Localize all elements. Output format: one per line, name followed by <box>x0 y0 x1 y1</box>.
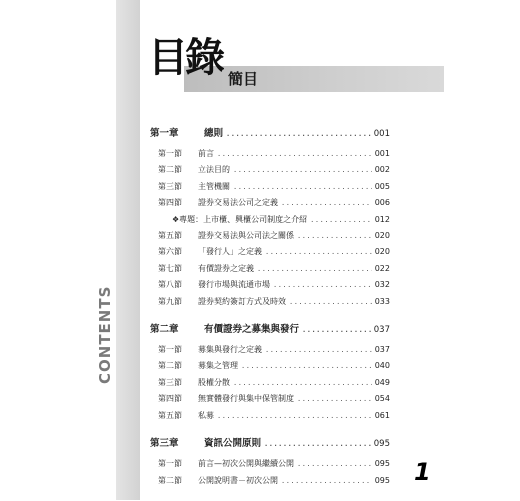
dot-leader <box>281 474 372 489</box>
chapter-page: 037 <box>373 325 390 336</box>
section-title: 證券交易法與公司法之關係 <box>198 231 294 241</box>
dot-leader <box>226 126 371 142</box>
section-row[interactable] <box>150 162 390 178</box>
section-row[interactable] <box>150 473 390 489</box>
section-title: 證券交易法公司之定義 <box>198 198 278 208</box>
section-row[interactable] <box>150 261 390 277</box>
dot-leader <box>217 147 372 162</box>
section-row[interactable] <box>150 228 390 244</box>
table-of-contents <box>150 126 390 501</box>
section-number: 第二節 <box>158 165 182 175</box>
section-title: 證券契約簽訂方式及時效 <box>198 296 286 306</box>
section-row[interactable] <box>150 342 390 358</box>
section-row[interactable] <box>150 375 390 391</box>
contents-side-label: CONTENTS <box>96 285 114 384</box>
section-page: 037 <box>374 345 390 355</box>
dot-leader <box>297 229 372 244</box>
section-title: 立法目的 <box>198 165 230 175</box>
dot-leader <box>233 163 372 178</box>
section-number: 第七節 <box>158 263 182 273</box>
section-number: 第二節 <box>158 361 182 371</box>
dot-leader <box>257 262 372 277</box>
section-row[interactable] <box>150 408 390 424</box>
section-title: 主管機關 <box>198 181 230 191</box>
dot-leader <box>264 436 371 452</box>
chapter-number: 第二章 <box>150 324 179 336</box>
section-title: 「發行人」之定義 <box>198 247 262 257</box>
dot-leader <box>289 295 372 310</box>
section-page: 033 <box>374 296 390 306</box>
special-topic-label: ❖專題： <box>172 214 204 224</box>
section-title: 發行市場與流通市場 <box>198 280 270 290</box>
section-row[interactable] <box>150 294 390 310</box>
section-row[interactable] <box>150 277 390 293</box>
section-row[interactable] <box>150 391 390 407</box>
chapter-heading[interactable] <box>150 436 390 456</box>
section-number: 第一節 <box>158 149 182 158</box>
section-number: 第四節 <box>158 394 182 404</box>
section-page: 032 <box>374 280 390 290</box>
dot-leader <box>265 245 372 260</box>
dot-leader <box>281 196 372 211</box>
chapter-title: 資訊公開原則 <box>204 438 262 450</box>
dot-leader <box>233 376 372 391</box>
dot-leader <box>297 457 372 472</box>
page-title: 目錄 <box>148 34 222 81</box>
dot-leader <box>233 180 372 195</box>
section-number: 第四節 <box>158 198 182 208</box>
section-page: 001 <box>374 149 390 158</box>
dot-leader <box>217 409 372 424</box>
chapter-title: 總則 <box>204 128 224 139</box>
section-page: 002 <box>374 165 390 175</box>
page-number: 1 <box>414 458 431 486</box>
section-number: 第五節 <box>158 231 182 241</box>
section-page: 054 <box>374 394 390 404</box>
dot-leader <box>273 278 372 293</box>
dot-leader <box>302 322 371 338</box>
section-title: 無實體發行與集中保管制度 <box>198 394 294 404</box>
section-page: 095 <box>374 459 390 469</box>
special-topic-row[interactable] <box>150 212 390 228</box>
section-page: 061 <box>374 410 390 420</box>
section-row[interactable] <box>150 456 390 472</box>
chapter-title: 有價證券之募集與發行 <box>204 324 300 336</box>
section-title: 募集與發行之定義 <box>198 345 262 355</box>
section-number: 第三節 <box>158 377 182 387</box>
chapter-2 <box>150 322 390 424</box>
section-title: 募集之管理 <box>198 361 238 371</box>
chapter-heading[interactable] <box>150 126 390 146</box>
chapter-page: 001 <box>373 129 390 139</box>
section-row[interactable] <box>150 358 390 374</box>
section-title: 私募 <box>198 410 214 420</box>
section-title: 股權分散 <box>198 377 230 387</box>
chapter-number: 第三章 <box>150 438 179 450</box>
section-row[interactable] <box>150 179 390 195</box>
section-number: 第一節 <box>158 459 182 469</box>
section-title: 有價證券之定義 <box>198 263 254 273</box>
chapter-number: 第一章 <box>150 128 179 139</box>
section-row[interactable] <box>150 195 390 211</box>
section-number: 第八節 <box>158 280 182 290</box>
section-page: 020 <box>374 231 390 241</box>
chapter-heading[interactable] <box>150 322 390 342</box>
section-page: 095 <box>374 475 390 485</box>
section-number: 第二節 <box>158 475 182 485</box>
section-page: 040 <box>374 361 390 371</box>
chapter-3 <box>150 436 390 489</box>
section-page: 005 <box>374 181 390 191</box>
section-number: 第六節 <box>158 247 182 257</box>
page-subtitle: 簡目 <box>228 70 259 88</box>
section-page: 020 <box>374 247 390 257</box>
dot-leader <box>241 359 372 374</box>
section-page: 022 <box>374 263 390 273</box>
section-page: 012 <box>374 214 390 224</box>
chapter-1 <box>150 126 390 310</box>
section-title: 前言 <box>198 149 214 158</box>
section-title: 公開說明書－初次公開 <box>198 475 278 485</box>
section-number: 第三節 <box>158 181 182 191</box>
section-title: 上市櫃、興櫃公司制度之介紹 <box>203 214 308 224</box>
section-row[interactable] <box>150 244 390 260</box>
side-strip <box>116 0 140 500</box>
dot-leader <box>297 392 372 407</box>
section-title: 前言—初次公開與繼續公開 <box>198 459 294 469</box>
section-number: 第五節 <box>158 410 182 420</box>
dot-leader <box>310 213 372 228</box>
section-number: 第一節 <box>158 345 182 355</box>
section-row[interactable] <box>150 146 390 162</box>
dot-leader <box>265 343 372 358</box>
section-page: 006 <box>374 198 390 208</box>
title-bar <box>184 66 444 92</box>
chapter-page: 095 <box>373 439 390 450</box>
section-number: 第九節 <box>158 296 182 306</box>
section-page: 049 <box>374 377 390 387</box>
